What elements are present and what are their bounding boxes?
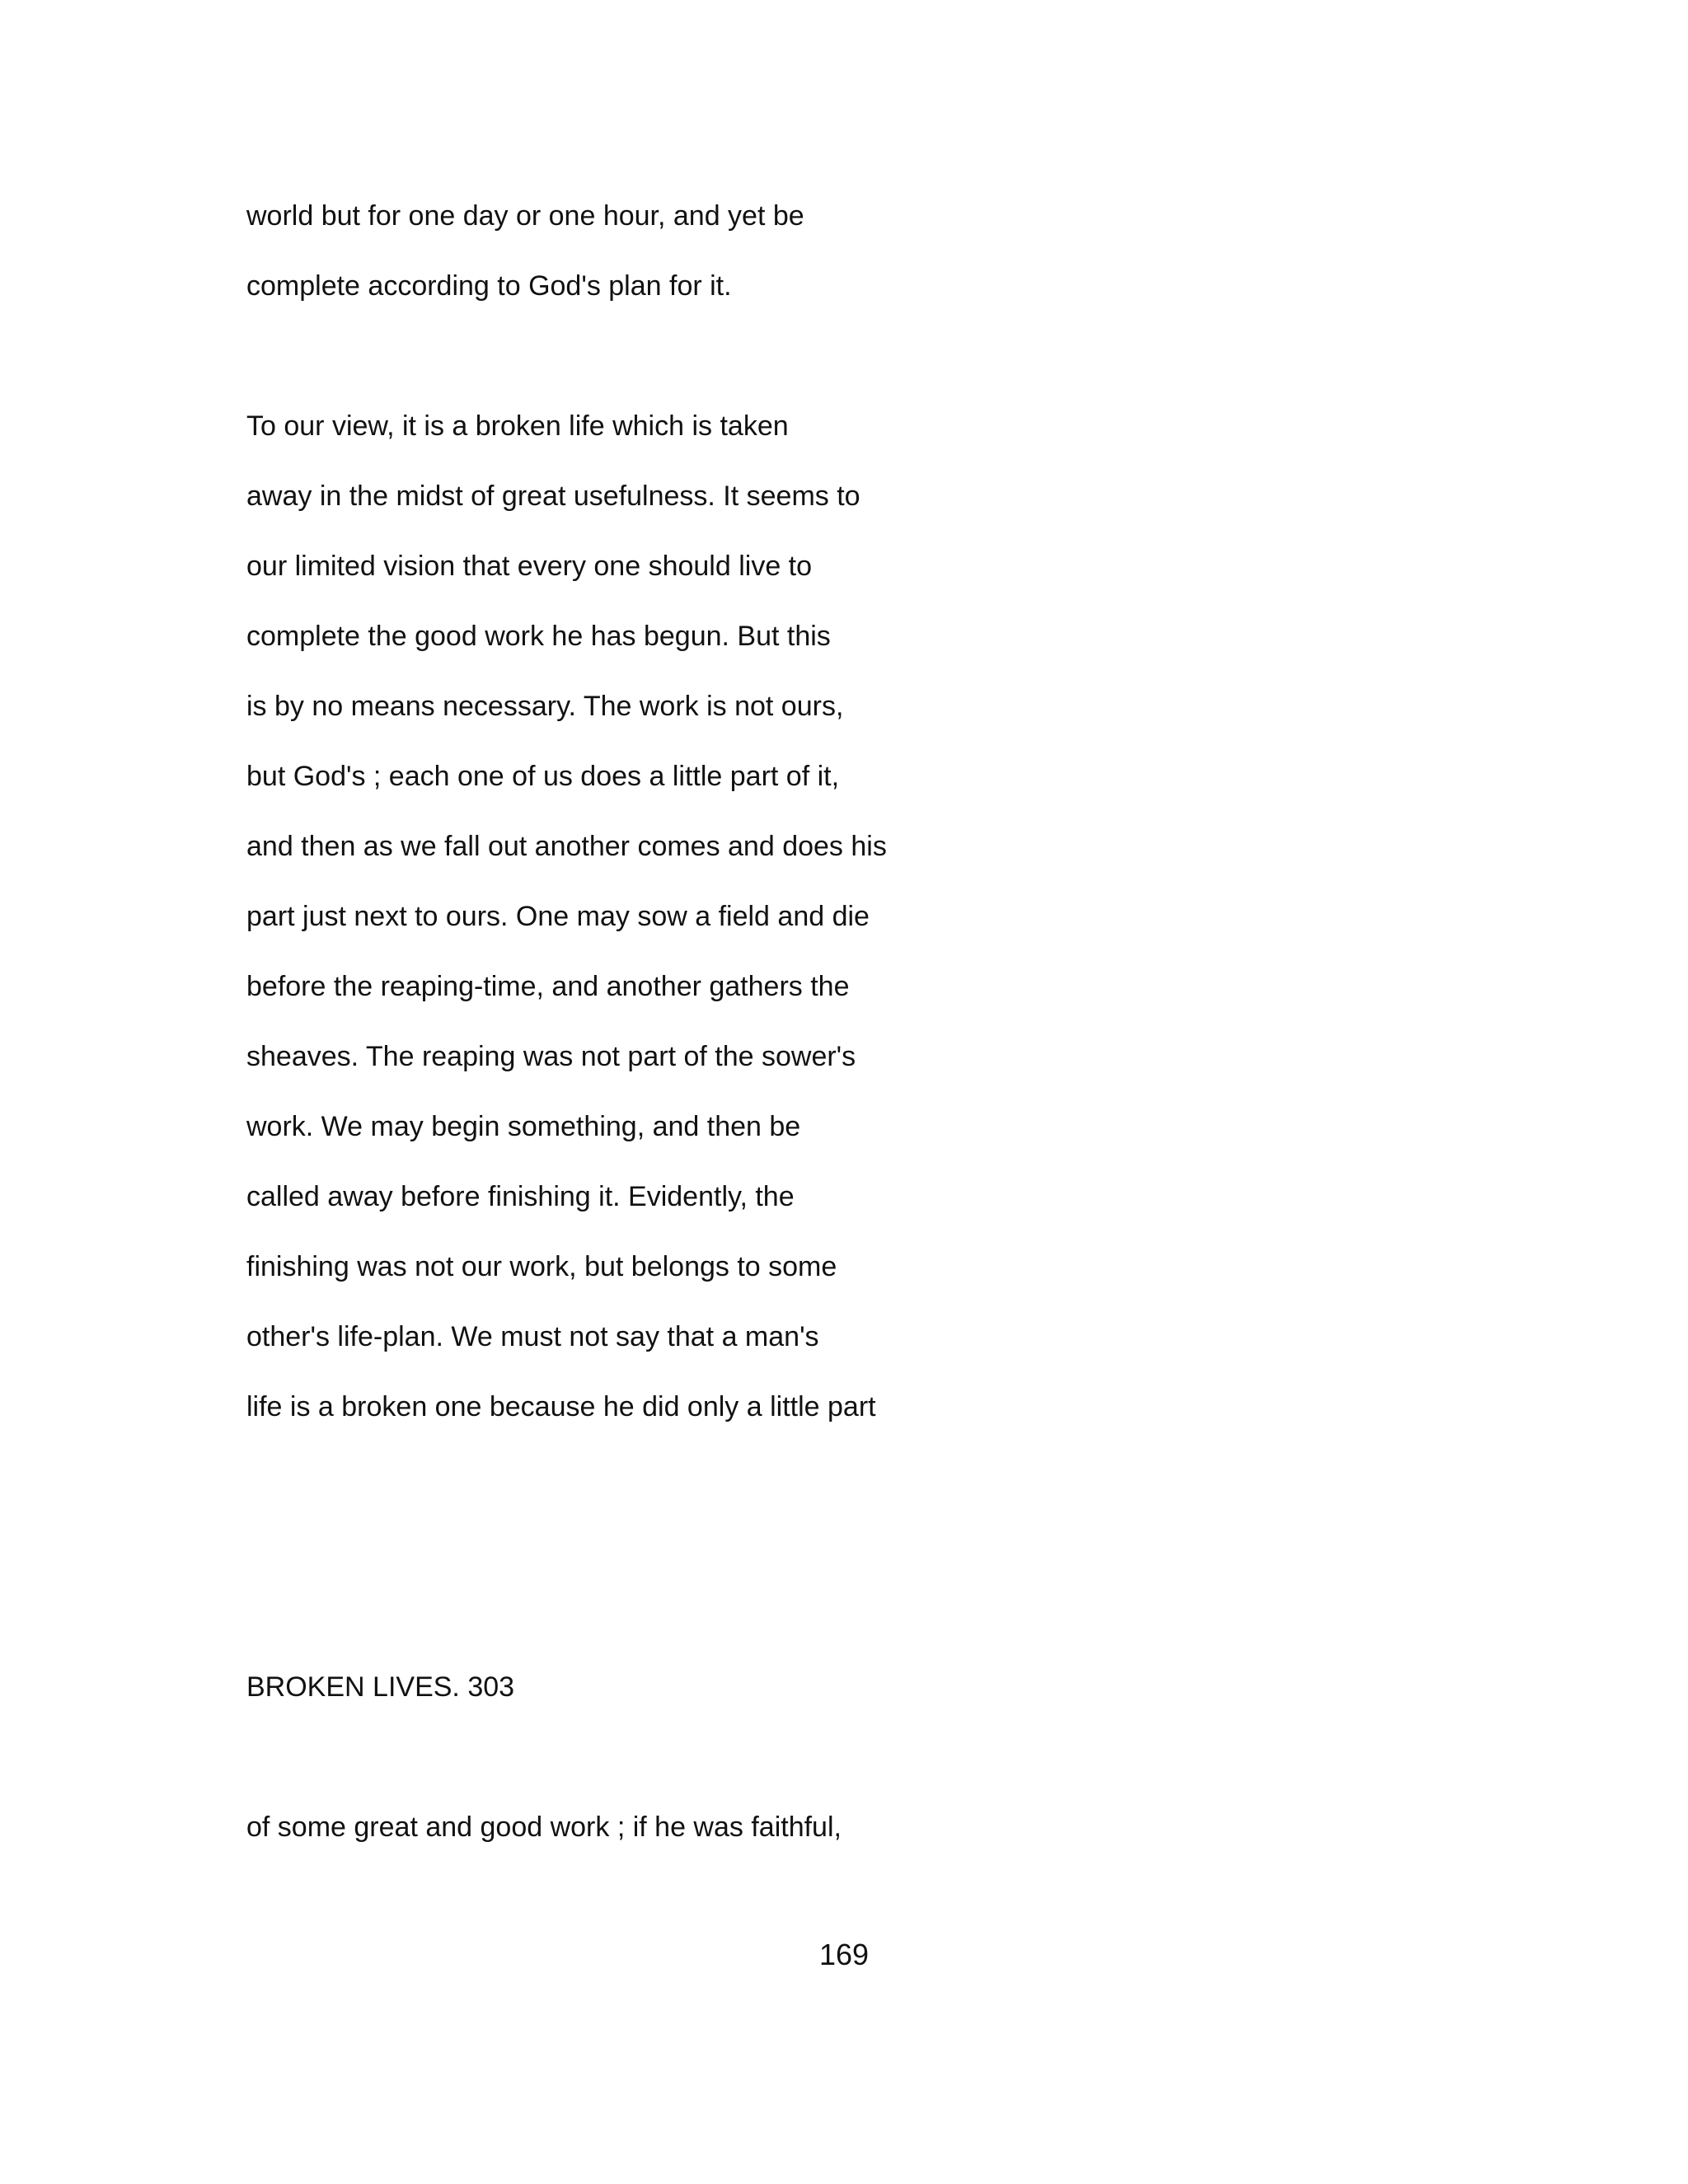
text-line: before the reaping-time, and another gathers the xyxy=(246,971,850,1002)
text-line: work. We may begin something, and then be xyxy=(246,1111,801,1142)
text-line: world but for one day or one hour, and yet be xyxy=(246,200,804,232)
running-header: BROKEN LIVES. 303 xyxy=(246,1671,515,1703)
text-line: finishing was not our work, but belongs to some xyxy=(246,1251,837,1282)
text-line: of some great and good work ; if he was faithful, xyxy=(246,1811,842,1843)
text-line: called away before finishing it. Evidently, the xyxy=(246,1181,795,1212)
text-line: life is a broken one because he did only a little part xyxy=(246,1391,876,1422)
text-line: is by no means necessary. The work is not ours, xyxy=(246,691,844,722)
text-line: part just next to ours. One may sow a field and die xyxy=(246,901,870,932)
text-line: our limited vision that every one should live to xyxy=(246,551,813,582)
text-line: and then as we fall out another comes and does his xyxy=(246,831,887,862)
text-line: complete according to God's plan for it. xyxy=(246,270,732,302)
text-line: complete the good work he has begun. But this xyxy=(246,621,831,652)
text-line: other's life-plan. We must not say that a man's xyxy=(246,1321,819,1352)
text-line: To our view, it is a broken life which is taken xyxy=(246,410,789,442)
page-number: 169 xyxy=(818,1938,870,1971)
text-line: but God's ; each one of us does a little part of it, xyxy=(246,761,840,792)
text-line: away in the midst of great usefulness. It seems to xyxy=(246,480,860,512)
text-line: sheaves. The reaping was not part of the sower's xyxy=(246,1041,856,1072)
